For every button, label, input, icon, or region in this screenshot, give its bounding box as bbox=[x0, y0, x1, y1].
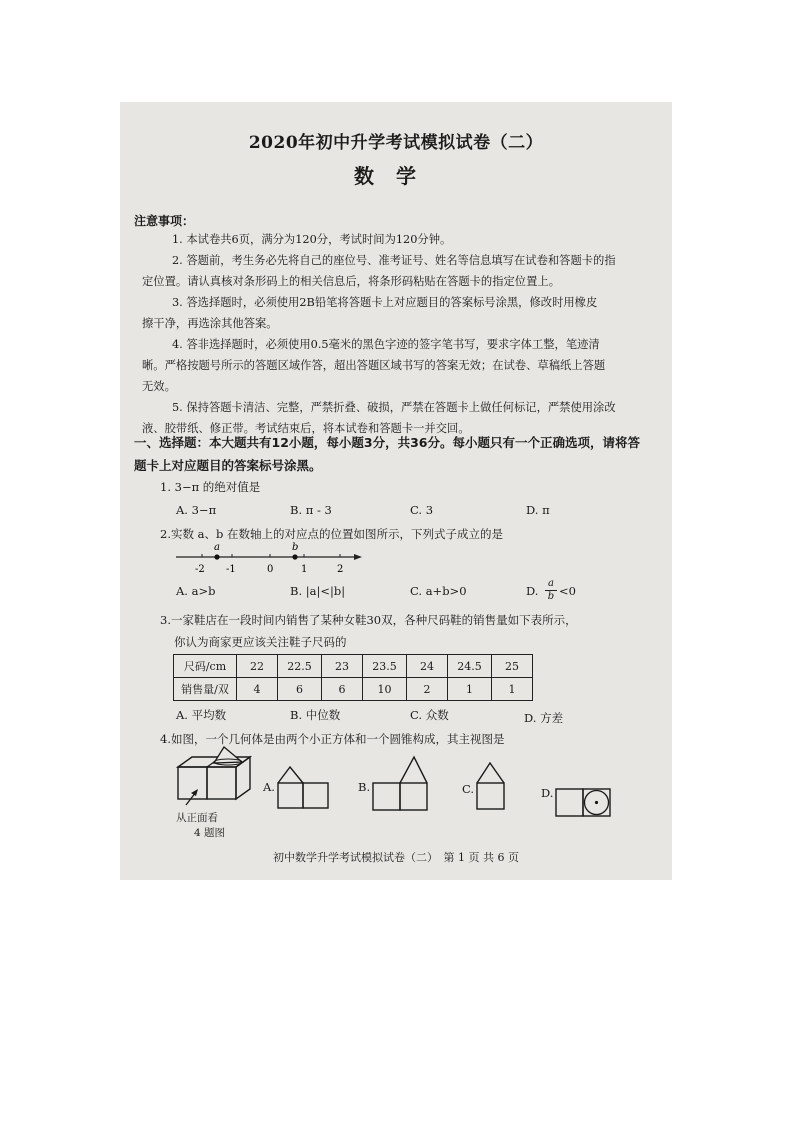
question-3-stem: 3.一家鞋店在一段时间内销售了某种女鞋30双，各种尺码鞋的销售量如下表所示， bbox=[160, 613, 577, 627]
number-line bbox=[172, 539, 372, 577]
tick-label: 1 bbox=[301, 564, 308, 575]
subject-title: 数学 bbox=[354, 164, 438, 188]
q4-option-a-figure bbox=[276, 763, 332, 811]
q4-option-d-figure bbox=[554, 787, 614, 819]
q1-option-b: B. π - 3 bbox=[290, 503, 332, 517]
point-b bbox=[292, 554, 297, 559]
point-a bbox=[214, 554, 219, 559]
tick-label: -1 bbox=[226, 564, 236, 575]
tick-label: 0 bbox=[267, 564, 274, 575]
label-a: a bbox=[214, 542, 220, 553]
q2-option-c: C. a+b>0 bbox=[410, 584, 467, 598]
figure-caption: 4 题图 bbox=[194, 827, 226, 839]
q3-option-b: B. 中位数 bbox=[290, 708, 341, 722]
table-cell: 10 bbox=[363, 678, 407, 701]
notice-line: 2. 答题前，考生务必先将自己的座位号、准考证号、姓名等信息填写在试卷和答题卡的指 bbox=[172, 254, 616, 267]
q1-option-d: D. π bbox=[526, 503, 550, 517]
fraction-denominator: b bbox=[547, 591, 555, 602]
solid-figure bbox=[172, 745, 262, 807]
q2-option-d-rest: <0 bbox=[559, 584, 576, 598]
page-footer: 初中数学升学考试模拟试卷（二） 第 1 页 共 6 页 bbox=[273, 851, 519, 864]
notice-line: 5. 保持答题卡清洁、完整，严禁折叠、破损，严禁在答题卡上做任何标记，严禁使用涂改 bbox=[172, 401, 616, 414]
label-b: b bbox=[292, 542, 299, 553]
table-cell: 4 bbox=[237, 678, 278, 701]
table-cell: 24 bbox=[407, 655, 448, 678]
notice-line: 4. 答非选择题时，必须使用0.5毫米的黑色字迹的签字笔书写，要求字体工整，笔迹清 bbox=[172, 338, 600, 351]
question-1-stem: 1. 3−π 的绝对值是 bbox=[160, 480, 261, 494]
table-cell: 23.5 bbox=[363, 655, 407, 678]
table-cell: 22 bbox=[237, 655, 278, 678]
notice-line: 液、胶带纸、修正带。考试结束后，将本试卷和答题卡一并交回。 bbox=[142, 422, 470, 435]
notice-line: 定位置。请认真核对条形码上的相关信息后，将条形码粘贴在答题卡的指定位置上。 bbox=[142, 275, 560, 288]
question-2-stem: 2.实数 a、b 在数轴上的对应点的位置如图所示，下列式子成立的是 bbox=[160, 527, 503, 541]
table-row bbox=[174, 678, 533, 701]
notice-line: 1. 本试卷共6页，满分为120分，考试时间为120分钟。 bbox=[172, 233, 452, 246]
q3-option-a: A. 平均数 bbox=[176, 708, 227, 722]
notice-line: 擦干净，再选涂其他答案。 bbox=[142, 317, 278, 330]
exam-page bbox=[120, 102, 672, 880]
notice-line: 3. 答选择题时，必须使用2B铅笔将答题卡上对应题目的答案标号涂黑，修改时用橡皮 bbox=[172, 296, 598, 309]
table-cell: 23 bbox=[322, 655, 363, 678]
table-cell: 25 bbox=[492, 655, 533, 678]
q2-option-d-fraction bbox=[545, 578, 557, 603]
q3-option-d: D. 方差 bbox=[524, 711, 564, 725]
notice-line: 无效。 bbox=[142, 380, 176, 393]
table-header-cell: 销售量/双 bbox=[174, 678, 237, 701]
exam-title: 2020年初中升学考试模拟试卷（二） bbox=[248, 133, 544, 153]
section-heading: 一、选择题：本大题共有12小题，每小题3分，共36分。每小题只有一个正确选项，请将答 bbox=[134, 435, 640, 450]
table-header-cell: 尺码/cm bbox=[174, 655, 237, 678]
question-3-stem-cont: 你认为商家更应该关注鞋子尺码的 bbox=[174, 635, 347, 649]
table-cell: 1 bbox=[448, 678, 492, 701]
table-cell: 22.5 bbox=[278, 655, 322, 678]
q2-option-a: A. a>b bbox=[176, 584, 216, 598]
question-4-stem: 4.如图，一个几何体是由两个小正方体和一个圆锥构成，其主视图是 bbox=[160, 732, 505, 746]
table-cell: 24.5 bbox=[448, 655, 492, 678]
q4-option-b-figure bbox=[371, 755, 431, 811]
q1-option-a: A. 3−π bbox=[176, 503, 217, 517]
q4-option-d-letter: D. bbox=[541, 786, 554, 800]
table-cell: 1 bbox=[492, 678, 533, 701]
q4-option-b-letter: B. bbox=[358, 780, 371, 794]
q2-option-d: D. bbox=[526, 584, 539, 598]
shoe-sales-table bbox=[173, 654, 533, 701]
fraction-numerator: a bbox=[545, 578, 557, 591]
notice-line: 晰。严格按题号所示的答题区域作答，超出答题区域书写的答案无效；在试卷、草稿纸上答题 bbox=[142, 359, 606, 372]
table-row bbox=[174, 655, 533, 678]
q3-option-c: C. 众数 bbox=[410, 708, 449, 722]
tick-label: 2 bbox=[337, 564, 344, 575]
table-cell: 6 bbox=[322, 678, 363, 701]
q1-option-c: C. 3 bbox=[410, 503, 434, 517]
table-cell: 6 bbox=[278, 678, 322, 701]
table-cell: 2 bbox=[407, 678, 448, 701]
section-heading-cont: 题卡上对应题目的答案标号涂黑。 bbox=[134, 458, 322, 473]
q4-option-c-figure bbox=[475, 761, 507, 811]
notice-heading: 注意事项： bbox=[134, 214, 195, 228]
q4-option-c-letter: C. bbox=[462, 782, 475, 796]
view-direction-label: 从正面看 bbox=[176, 812, 218, 824]
tick-label: -2 bbox=[195, 564, 205, 575]
q4-option-a-letter: A. bbox=[263, 780, 275, 794]
q2-option-b: B. |a|<|b| bbox=[290, 584, 346, 598]
